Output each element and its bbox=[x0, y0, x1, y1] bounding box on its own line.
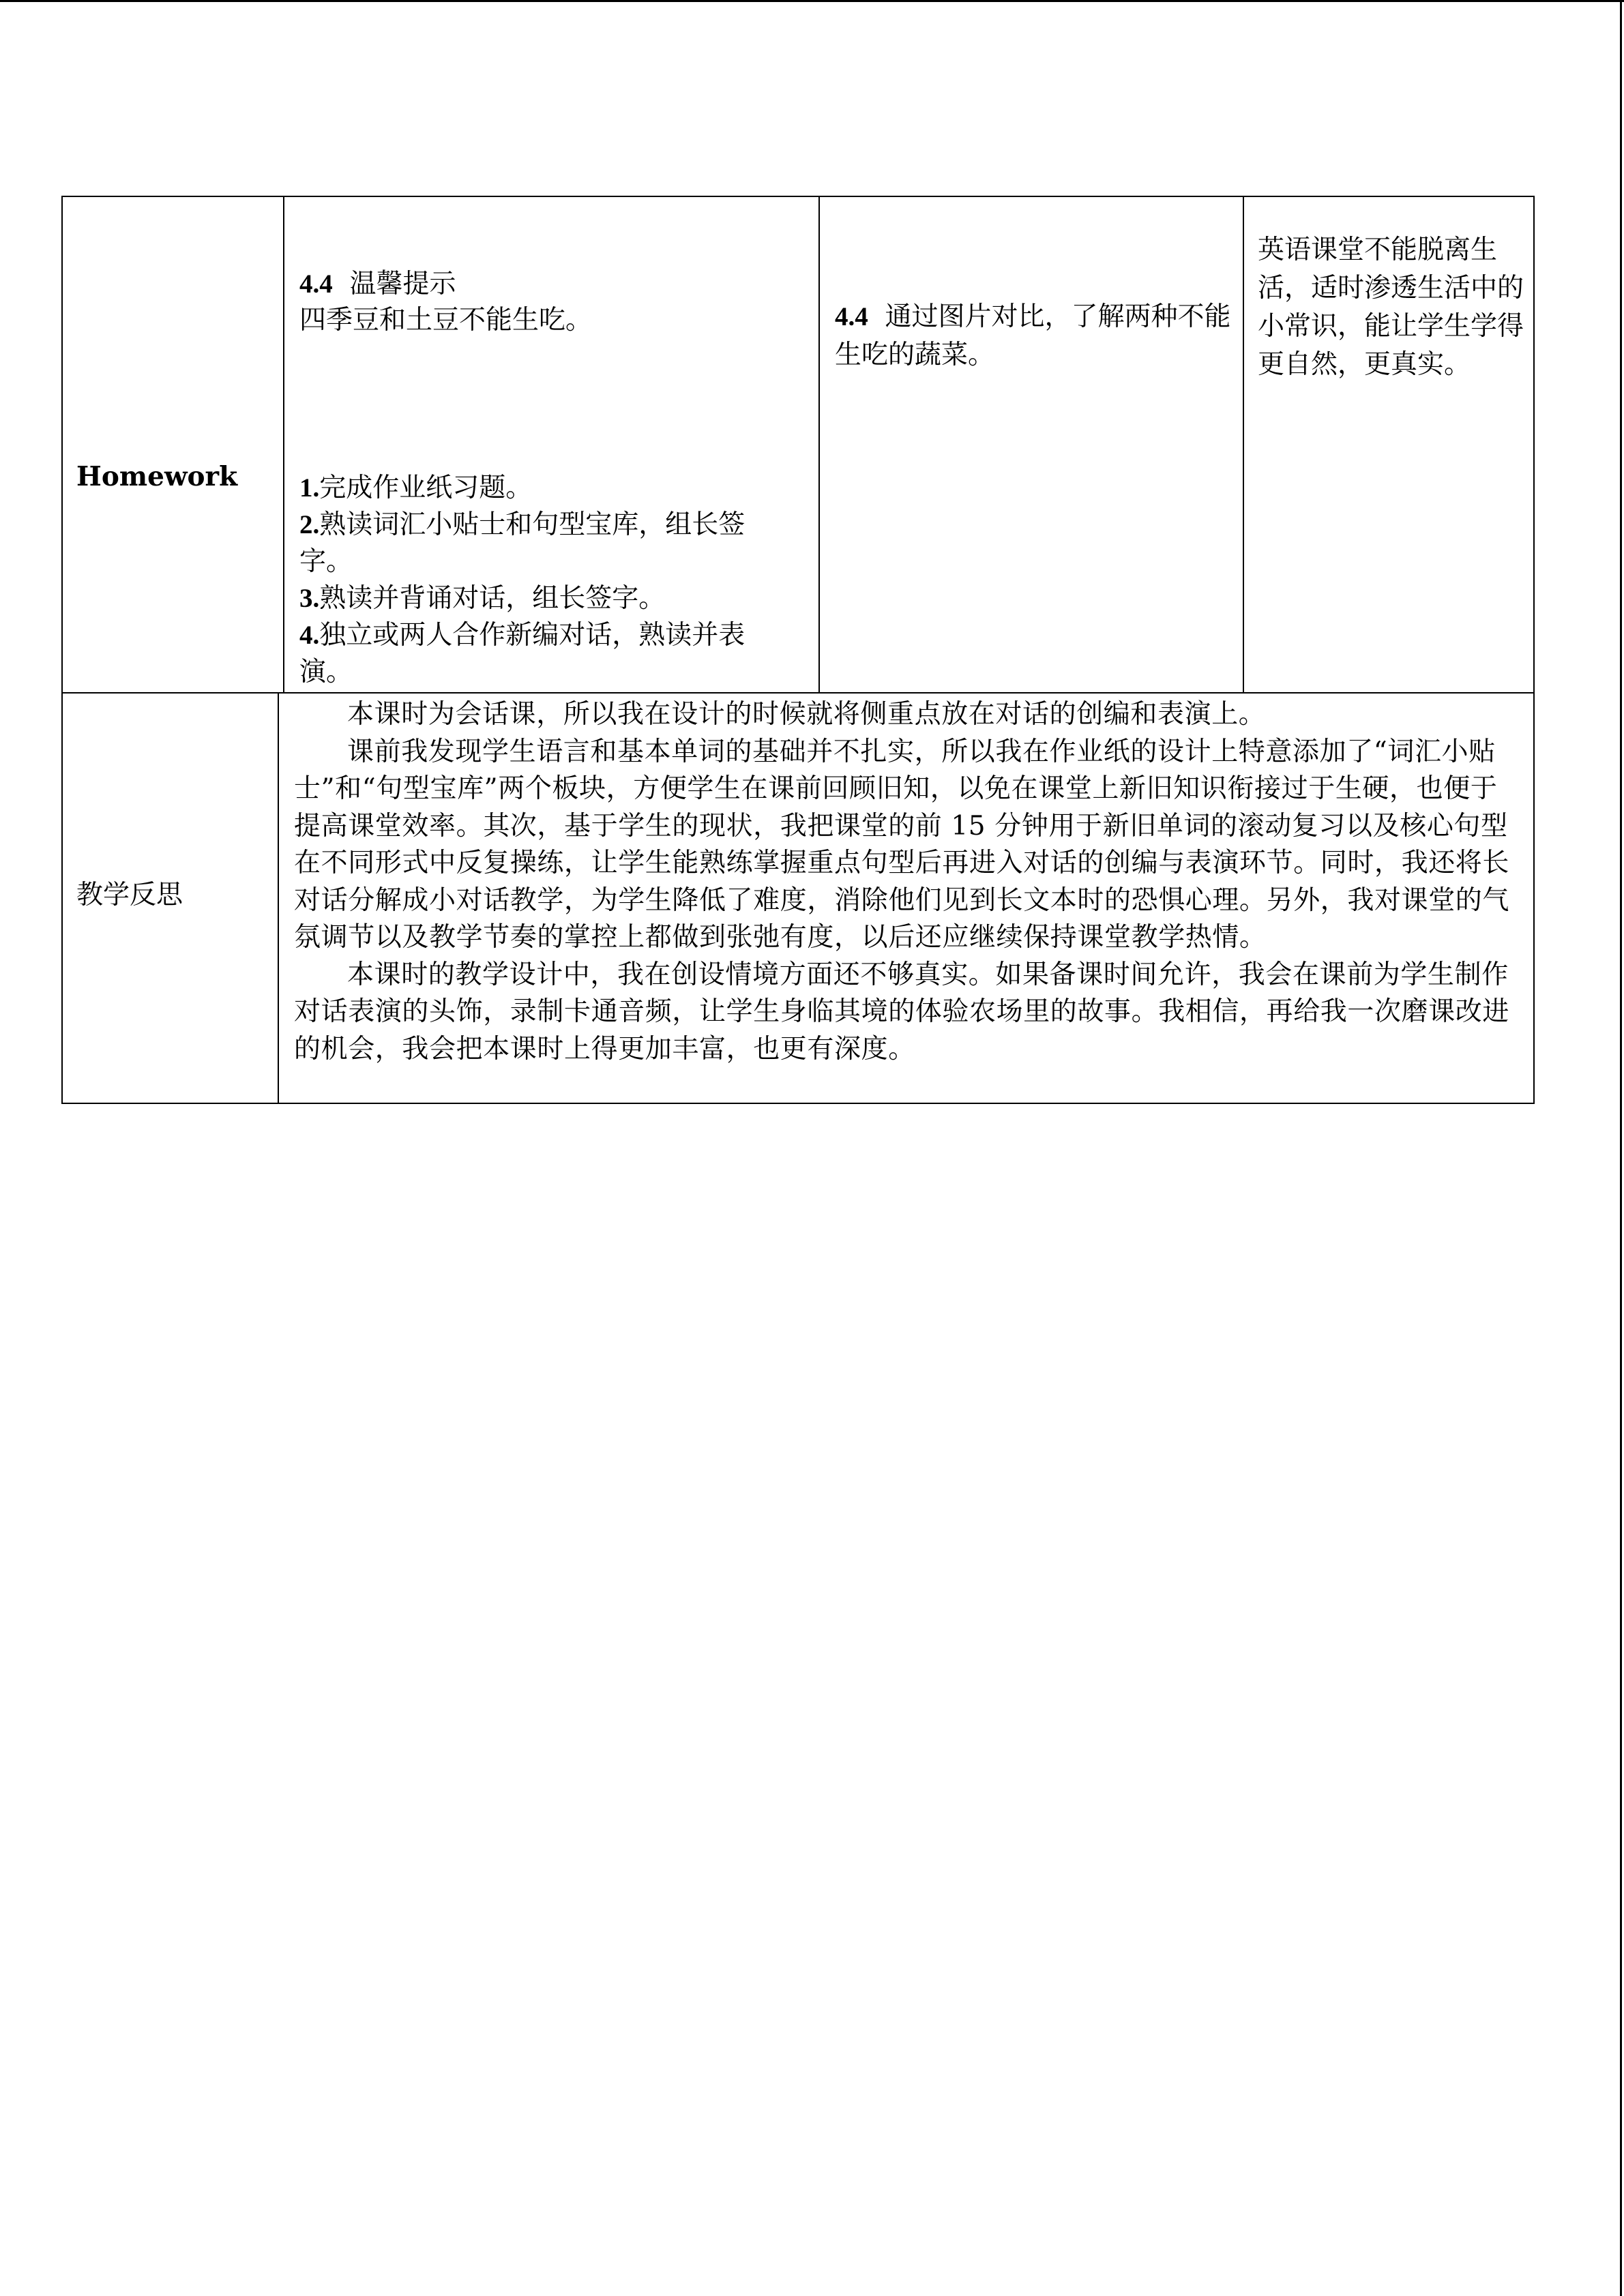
reflection-label-cell bbox=[61, 692, 279, 1104]
homework-content-cell bbox=[283, 196, 820, 694]
tip-heading bbox=[299, 265, 456, 303]
homework-task-1: 1.完成作业纸习题。 bbox=[299, 473, 533, 503]
reflection-paragraph-2: 课前我发现学生语言和基本单词的基础并不扎实，所以我在作业纸的设计上特意添加了“词汇小贴士”和“句型宝库”两个板块，方便学生在课前回顾旧知，以免在课堂上新旧知识衔接过于生硬，也便于提高课堂效率。其次，基于学生的现状，我把课堂的前 15 分钟用于新旧单词的滚动复习以及核心句型在不同形式中反复操练，让学生能熟练掌握重点句型后再进入对话的创编与表演环节。同时，我还将长对话分解成小对话教学，为学生降低了难度，消除他们见到长文本时的恐惧心理。另外，我对课堂的气氛调节以及教学节奏的掌控上都做到张弛有度，以后还应继续保持课堂教学热情。 bbox=[294, 736, 1510, 953]
homework-task-list bbox=[299, 470, 797, 691]
homework-task-2: 2.熟读词汇小贴士和句型宝库，组长签字。 bbox=[299, 509, 745, 577]
tip-number: 4.4 bbox=[299, 269, 333, 299]
reflection-label: 教学反思 bbox=[76, 880, 183, 910]
homework-task-3: 3.熟读并背诵对话，组长签字。 bbox=[299, 583, 666, 614]
homework-task-4: 4.独立或两人合作新编对话，熟读并表演。 bbox=[299, 620, 745, 687]
page-top-border bbox=[0, 0, 1624, 2]
tip-title: 温馨提示 bbox=[349, 269, 456, 299]
purpose-text: 通过图片对比，了解两种不能生吃的蔬菜。 bbox=[835, 301, 1231, 370]
reflection-paragraph-1: 本课时为会话课，所以我在设计的时候就将侧重点放在对话的创编和表演上。 bbox=[347, 699, 1266, 730]
design-note-cell bbox=[1243, 196, 1535, 694]
homework-label-cell bbox=[61, 196, 284, 694]
purpose-cell bbox=[818, 196, 1244, 694]
reflection-paragraph-3: 本课时的教学设计中，我在创设情境方面还不够真实。如果备课时间允许，我会在课前为学生制作对话表演的头饰，录制卡通音频，让学生身临其境的体验农场里的故事。我相信，再给我一次磨课改进的机会，我会把本课时上得更加丰富，也更有深度。 bbox=[294, 959, 1510, 1064]
purpose-text-block bbox=[835, 298, 1237, 374]
design-note-text: 英语课堂不能脱离生活，适时渗透生活中的小常识，能让学生学得更自然，更真实。 bbox=[1258, 235, 1524, 380]
tip-text: 四季豆和土豆不能生吃。 bbox=[299, 305, 593, 336]
reflection-content-cell bbox=[278, 692, 1535, 1104]
page-right-border bbox=[1620, 0, 1622, 2296]
reflection-text bbox=[294, 696, 1518, 1068]
purpose-number: 4.4 bbox=[835, 302, 868, 331]
homework-label: Homework bbox=[76, 461, 238, 492]
